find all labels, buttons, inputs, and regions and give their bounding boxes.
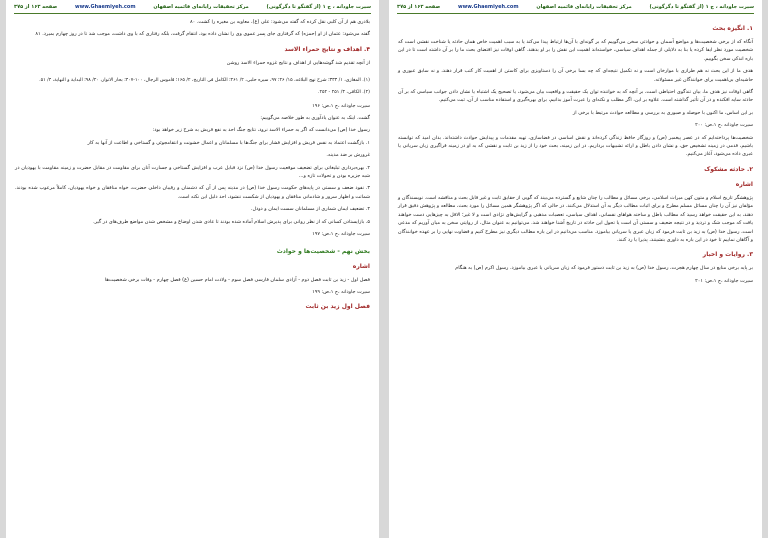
section-heading: ۱. انگیزه بحث [712,25,753,32]
header-site-link[interactable]: www.Ghaemiyeh.com [75,3,136,10]
paragraph: گاهی اوقات نیز هدف ما، بیان تندگوی احتیاطی است، بر آنچه که به خواننده توان یک حقیقت و واقعیت بیان می‌شود، یا تصحیح یک اشتباه یا نشان دادن جوانب سیاسی که بر آن حادثه سایه افکنده و در آن تأثیر گذاشته است. علاوه بر این، اگر مطلب و نکته‌ای را عبرت آموز بدانیم، برای بهره‌گیری و استفاده مناسب از آن، ثبت می‌کنیم. [398,89,753,104]
header-center-title: مرکز تحقیقات رایانه‌ای قائمیه اصفهان [153,3,249,10]
subsection-heading: اشاره [735,180,753,188]
header-left-title: سیرت جاودانه ، ج ۱ (از گفتگو تا دگرگونی) [649,3,754,10]
section-heading: ۳. روایات و اخبار [702,251,753,259]
header-left-title: سیرت جاودانه ، ج ۱ (از گفتگو تا دگرگونی) [266,3,371,10]
paragraph: ۱. بازگشت اعتماد به نفس قریش و افزایش فشار برای جنگ‌ها با مسلمانان و اعمال خشونت و انتقامجوئی و گستاخی و اطاعت از آنها به کار [87,139,370,146]
paragraph: ۲. بهره‌برداری تبلیغاتی برای تضعیف موقعیت رسول خدا (ص) نزد قبایل عرب و افزایش گستاخی و جسارت آنان برای مقاومت در مقابل حضرت و زمینه مقاومت با یهودیان در شبه جزیره بودن و تحولات تازه و... [15,164,370,180]
paragraph: بلاذری هم از آن کلبی نقل کرده که گفته می‌شود: علی (ع)، معاویه بن مغیره را کشت. ۸۰ [190,19,370,25]
section-heading: ۲. حادثه مشکوک [704,165,753,173]
page-reference: سیرت جاودانه ،ج ۱،ص: ۲۰۰ [695,122,753,129]
page-reference: سیرت جاودانه ،ج ۱،ص: ۱۹۷ [312,231,370,238]
header-site-link[interactable]: www.Ghaemiyeh.com [458,3,519,10]
footnote: (۲). الکافی، ۳/ ۲۵۱ - ۲۵۲. [318,90,370,96]
chapter-heading: فصل اول زید بن ثابت [305,303,370,311]
page-reference: سیرت جاودانه ،ج ۱،ص: ۱۹۹ [312,288,370,295]
paragraph: گفته می‌شود: عثمان از او (حمزه) که گرفتاری جای پسر عموی وی را نشان داده بود، انتقام گرفت، بلکه رفتاری که با وی داشت، موجب شد تا در روز چهارم بمیرد. ۸۱ [35,31,370,38]
page-header [397,0,754,14]
page-content [389,14,762,285]
part-heading: بخش نهم - شخصیت‌ها و حوادث [276,247,370,255]
paragraph: شخصیت‌ها پرداخته‌ایم که در عصر پیغمبر (ص) و روزگار حافظ زندگی کرده‌اند و نقش اساسی در فضاسازی، تهیه مقدمات و پیدایش حوادث داشته‌اند. بدان امید که توانسته باشیم، قدمی در زمینه تشخیص حق، و نشان دادن باطل و ارائه تشبیهات برداریم. در این زمینه، بحث خود را از زید بن ثابت و نقشی که به او در زمینه فراگیری زبان سریانی یا عبری داده می‌شود، آغاز می‌کنیم. [398,134,753,158]
paragraph: ۳. نفوذ ضعف و سستی در پایه‌های حکومت رسول خدا (ص) در مدینه پس از آن که دشمنان و رقیبان داخلی حضرت، خواه منافقان و خواه یهودیان، کاملاً مرعوب شده بودند. شماتت و اظهار سرور و شادمانی منافقان و یهودیان از شکست ننشود، احد دلیل این نکته است. [15,185,370,200]
page-header [14,0,371,14]
paragraph: غرورش بر ضد مدینه. [326,152,370,159]
right-page [389,0,762,538]
subsection-heading: اشاره [352,262,370,270]
paragraph: پژوهشگر تاریخ اسلام و متون کهن میراث اسلامی، برخی مسائل و مطالب را چنان شایع و گسترده می‌بیند که گویی از حقایق ثابت و غیر قابل بحث و مناقشه است. نویسندگان و مؤلفان نیز آن را چنان مسائل مسلم مطرح و برای اثبات مطالب دیگر به آن استدلال می‌کنند. در حالی که اگر پژوهشگر همین مسائل را مورد بحث، مطالعه و پژوهش دقیق قرار دهند، به این حقیقت خواهد رسید که مطالب باطل و ساخته هواهای نفسانی، اهداف سیاسی، تعصبات مذهبی و گرایش‌های نژادی است و لا غیر؛ الاقل به چیزهایی دست خواهند یافت که موجب شک و تردید و در نتیجه ضعیف و سستی آن است یا تحول این حادثه در تاریخ آشنا خواهند شد. می‌توانیم به عنوان مثال، از روایتی سخن به میان آوریم که مدعی است، رسول خدا (ص) به زید بن ثابت فرمود که زبان عبری یا سریانی بیاموزد. مناسب می‌دانیم در این باره مطالب دیگری نیز مطرح کنیم و قضاوت نهایی را بر عهده خوانندگان و آگاهان نماییم تا خود در این باره به داوری بنشینند، پذیرا یا رد کنند. [398,194,753,243]
paragraph: فصل اول - زید بن ثابت فصل دوم - آزادی سلمان فارسی فصل سوم - ولادت امام حسین (ع) فصل چهارم - وفات برخی شخصیت‌ها [104,276,370,283]
footnote: (۱). المغازی، ۱/ ۳۳۳؛ شرح نهج البلاغه، ۱۵/ ۴۶؛ ۹۷، سیره حلبی، ۲/ ۲۶۱؛ الکامل فی التاریخ، ۲/ ۱۶۵؛ قاموس الرجال، ۱۰۰-۴۰۷؛ بحار الانوار، ۲۰/ ۹۸؛ البدایة و النهایة، ۴/ ۵۱. [39,78,370,84]
paragraph: رسول خدا (ص) می‌دانست که اگر به حمراء الاسد نرود، نتایج جنگ احد به نفع قریش به شرح زیر خواهد بود: [152,127,370,134]
page-reference: سیرت جاودانه ،ج ۱،ص: ۲۰۱ [695,277,753,284]
left-page [6,0,379,538]
paragraph: هدف ما از این بحث نه هم طرازی با موارخان است و نه تکمیل نتیجه‌ای که چه بسا برخی آن را دستاویزی برای کاستن از اهمیت کار کتب قرار دهند، و نه سابق عبوری و حاشیه‌ای بی‌اهمیت برای خوانندگان غیر مسئولانه. [398,68,753,83]
paragraph: بر پایه برخی منابع در سال چهارم هجرت، رسول خدا (ص) به زید بن ثابت دستور فرمود که زبان سریانی یا عبری بیاموزد. رسول اکرم (ص) به هنگام [455,265,753,272]
header-page-label: صفحه ۱۶۳ از ۳۷۵ [397,3,441,10]
header-center-title: مرکز تحقیقات رایانه‌ای قائمیه اصفهان [536,3,632,10]
page-content [6,14,379,311]
paragraph: بر این اساس، ما اکنون با حوصله و صبوری به بررسی و مطالعه حوادث مرتبط با برخی از [572,109,753,116]
paragraph: آنگاه که از برخی شخصیت‌ها و مواضع آسمان و حوادثی سخن می‌گوییم که بر گونه‌ای با آن‌ها ارتباط پیدا می‌کند یا به سبب اهمیت خاص همان حادثه یا شناخت نقشی است که شخصیت مورد نظر ایفا کرده یا بنا به دلایلی از جمله اهداف سیاسی، خواسته‌اند اهمیت این نقش را بر او بدهند. گاهی اوقات نیز اقتضای بحث ما را بر آن داشته است تا در این باره اندکی سخن بگوییم. [398,39,753,62]
paragraph: ۵. بازایستادن کسانی که از نظر روانی برای پذیرش اسلام آماده شده بودند تا عادی شدن اوضاع و مشخص شدن مواضع طرف‌های در گیر. [93,218,370,225]
paragraph: ۴. تضعیف ایمان شماری از مسلمانان سست ایمان و دودل. [250,206,370,213]
paragraph: از آنچه تقدیم شد گوشه‌هایی از اهداف و نتایج غزوه حمراء الاسد روشن [226,59,370,66]
header-page-label: صفحه ۱۶۳ از ۳۷۵ [14,3,58,10]
section-heading: ۴. اهداف و نتایج حمراء الاسد [284,45,370,53]
page-reference: سیرت جاودانه ،ج ۱،ص: ۱۹۶ [312,102,370,109]
paragraph: گشت. اینک به عنوان یادآوری به طور خلاصه می‌گوییم: [260,115,370,122]
